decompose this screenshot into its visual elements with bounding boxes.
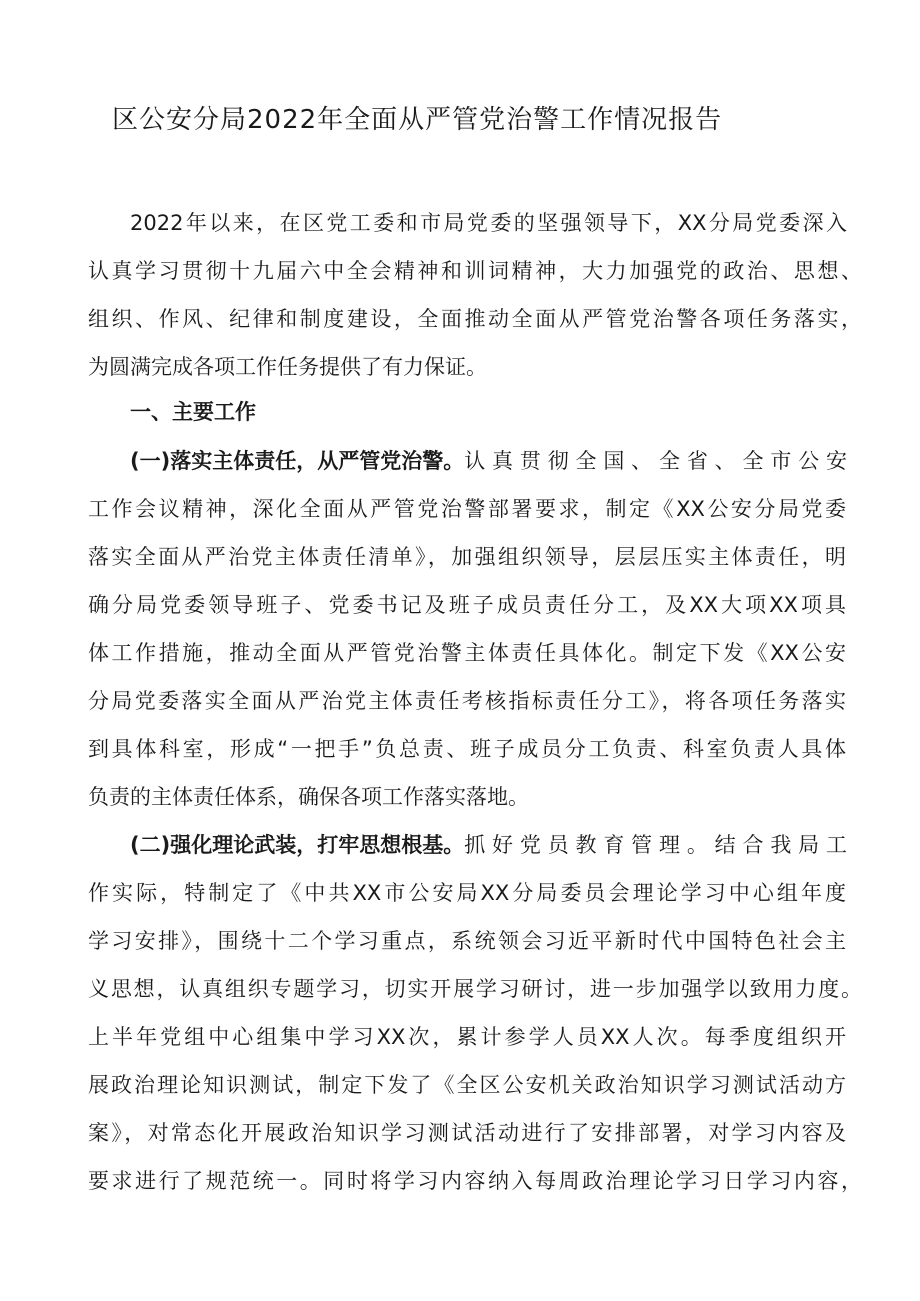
sub1-first-text: 认真贯彻全国、全省、全市公安 <box>464 449 847 473</box>
sub1-line-4: 体工作措施，推动全面从严管党治警主体责任具体化。制定下发《XX公安 <box>88 641 846 665</box>
document-title: 区公安分局2022年全面从严管党治警工作情况报告 <box>112 105 723 135</box>
sub2-first-text: 抓好党员教育管理。结合我局工 <box>464 833 847 857</box>
sub2-line-2: 学习安排》，围绕十二个学习重点，系统领会习近平新时代中国特色社会主 <box>88 929 846 953</box>
sub2-line-1: 作实际，特制定了《中共XX市公安局XX分局委员会理论学习中心组年度 <box>88 881 846 905</box>
intro-line-4: 为圆满完成各项工作任务提供了有力保证。 <box>88 355 487 379</box>
sub2-line-7: 要求进行了规范统一。同时将学习内容纳入每周政治理论学习日学习内容， <box>88 1169 862 1193</box>
intro-line-2: 认真学习贯彻十九届六中全会精神和训词精神，大力加强党的政治、思想、 <box>88 259 862 283</box>
sub1-line-6: 到具体科室，形成“一把手”负总责、班子成员分工负责、科室负责人具体 <box>88 737 846 761</box>
sub1-first-line <box>130 441 847 481</box>
sub1-line-5: 分局党委落实全面从严治党主体责任考核指标责任分工》，将各项任务落实 <box>88 689 846 713</box>
intro-line-3: 组织、作风、纪律和制度建设，全面推动全面从严管党治警各项任务落实， <box>88 307 862 331</box>
sub1-line-3: 确分局党委领导班子、党委书记及班子成员责任分工，及XX大项XX项具 <box>88 593 846 617</box>
sub1-heading: (一)落实主体责任，从严管党治警。 <box>130 449 465 473</box>
section-heading: 一、主要工作 <box>130 400 256 424</box>
sub1-line-1: 工作会议精神，深化全面从严管党治警部署要求，制定《XX公安分局党委 <box>88 497 846 521</box>
intro-line-1: 2022年以来，在区党工委和市局党委的坚强领导下，XX分局党委深入 <box>130 211 847 235</box>
sub2-line-3: 义思想，认真组织专题学习，切实开展学习研讨，进一步加强学以致用力度。 <box>88 977 862 1001</box>
sub2-line-4: 上半年党组中心组集中学习XX次，累计参学人员XX人次。每季度组织开 <box>88 1025 846 1049</box>
sub2-line-6: 案》，对常态化开展政治知识学习测试活动进行了安排部署，对学习内容及 <box>88 1121 846 1145</box>
sub2-line-5: 展政治理论知识测试，制定下发了《全区公安机关政治知识学习测试活动方 <box>88 1073 846 1097</box>
sub2-first-line <box>130 825 847 865</box>
sub1-line-2: 落实全面从严治党主体责任清单》，加强组织领导，层层压实主体责任，明 <box>88 545 846 569</box>
sub2-heading: (二)强化理论武装，打牢思想根基。 <box>130 833 465 857</box>
sub1-line-7: 负责的主体责任体系，确保各项工作落实落地。 <box>88 785 529 809</box>
